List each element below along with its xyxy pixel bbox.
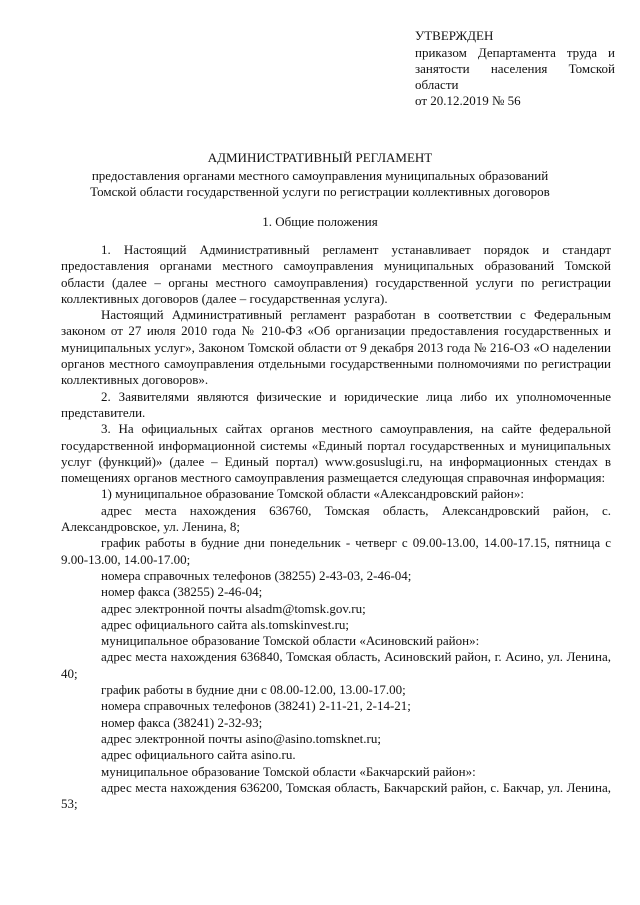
title-subtitle: Томской области государственной услуги по регистрации коллективных договоров	[90, 184, 550, 199]
approval-block	[415, 28, 615, 109]
paragraph: муниципальное образование Томской области «Бакчарский район»:	[101, 763, 476, 779]
paragraph: адрес официального сайта als.tomskinvest.ru;	[101, 616, 350, 632]
paragraph: Настоящий Административный регламент разработан в соответствии с Федеральным законом от 27 июля 2010 года № 210-ФЗ «Об организации предоставления государственных и муниципальных услуг», Законом Томской области от 9 декабря 2013 года № 216-ОЗ «О наделении органов местного самоуправления отдельными государственными полномочиями по регистрации коллективных договоров».	[61, 307, 611, 388]
paragraph: адрес места нахождения 636200, Томская область, Бакчарский район, с. Бакчар, ул. Ленина, 53;	[61, 779, 611, 812]
approval-line: приказом Департамента труда и	[415, 45, 615, 60]
paragraph: номер факса (38255) 2-46-04;	[101, 584, 263, 600]
paragraph: график работы в будние дни понедельник - четверг с 09.00-13.00, 14.00-17.15, пятница с 9.00-13.00, 14.00-17.00;	[61, 535, 611, 567]
paragraph: муниципальное образование Томской области «Асиновский район»:	[101, 633, 480, 649]
approval-line: области	[415, 77, 459, 92]
document-title	[0, 150, 640, 200]
section-heading: 1. Общие положения	[262, 214, 378, 229]
paragraph: номера справочных телефонов (38255) 2-43-03, 2-46-04;	[101, 567, 412, 583]
paragraph: 1) муниципальное образование Томской области «Александровский район»:	[101, 486, 524, 502]
document-body	[61, 242, 611, 812]
paragraph: 3. На официальных сайтах органов местного самоуправления, на сайте федеральной государственной информационной системы «Единый портал государственных и муниципальных услуг (функций)» (далее – Единый портал) www.gosuslugi.ru, на информационных стендах в помещениях органов местного самоуправления размещается следующая справочная информация:	[61, 421, 611, 486]
paragraph: адрес электронной почты alsadm@tomsk.gov.ru;	[101, 600, 366, 616]
paragraph: 2. Заявителями являются физические и юридические лица либо их уполномоченные представители.	[61, 388, 611, 420]
paragraph: 1. Настоящий Административный регламент устанавливает порядок и стандарт предоставления органами местного самоуправления муниципальных образований Томской области (далее – органы местного самоуправления) государственной услуги по регистрации коллективных договоров (далее – государственная услуга).	[61, 242, 611, 306]
approval-heading: УТВЕРЖДЕН	[415, 28, 494, 43]
paragraph: номера справочных телефонов (38241) 2-11-21, 2-14-21;	[101, 698, 411, 714]
approval-line: занятости населения Томской	[415, 61, 615, 76]
paragraph: график работы в будние дни с 08.00-12.00, 13.00-17.00;	[101, 682, 406, 698]
title-main: АДМИНИСТРАТИВНЫЙ РЕГЛАМЕНТ	[207, 150, 433, 165]
paragraph: адрес места нахождения 636760, Томская область, Александровский район, с. Александровское, ул. Ленина, 8;	[61, 502, 611, 535]
paragraph: номер факса (38241) 2-32-93;	[101, 714, 263, 730]
title-subtitle: предоставления органами местного самоуправления муниципальных образований	[91, 168, 549, 183]
paragraph: адрес официального сайта asino.ru.	[101, 747, 296, 763]
approval-date: от 20.12.2019 № 56	[415, 93, 521, 108]
paragraph: адрес места нахождения 636840, Томская область, Асиновский район, г. Асино, ул. Ленина, 40;	[61, 649, 611, 681]
paragraph: адрес электронной почты asino@asino.tomsknet.ru;	[101, 730, 381, 746]
